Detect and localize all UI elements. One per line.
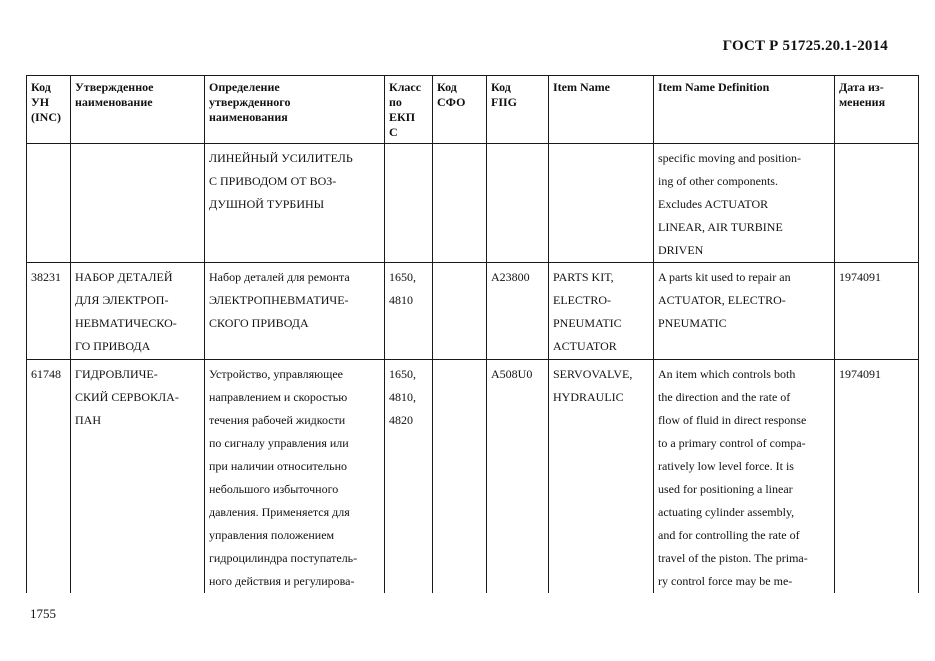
item-name-cell (549, 263, 654, 360)
cell-line: actuating cylinder assembly, (658, 505, 795, 519)
cell-line: ing of other components. (658, 174, 778, 188)
cell-line: LINEAR, AIR TURBINE (658, 220, 783, 234)
cell-line: 1650, (389, 367, 416, 381)
cell-line: PNEUMATIC (658, 316, 727, 330)
cell-line: ДУШНОЙ ТУРБИНЫ (209, 197, 325, 211)
cell-line: HYDRAULIC (553, 390, 624, 404)
cell-line: A23800 (491, 270, 530, 284)
catalog-table (26, 75, 919, 593)
header-line: Код (31, 80, 51, 94)
definition-cell (205, 144, 385, 263)
cell-line: при наличии относительно (209, 459, 347, 473)
item-name-cell (549, 360, 654, 594)
cell-line: 38231 (31, 270, 61, 284)
header-line: Item Name Definition (658, 80, 770, 94)
cell-line: 4820 (389, 413, 413, 427)
header-item-name-definition (654, 76, 835, 144)
header-line: FIIG (491, 95, 518, 109)
cell-line: travel of the piston. The prima- (658, 551, 808, 565)
cell-line: НЕВМАТИЧЕСКО- (75, 316, 177, 330)
item-name-definition-cell (654, 263, 835, 360)
header-line: менения (839, 95, 886, 109)
cell-line: течения рабочей жидкости (209, 413, 346, 427)
change-date-cell (835, 144, 919, 263)
header-line: С (389, 125, 398, 139)
item-name-definition-cell (654, 360, 835, 594)
cell-line: Набор деталей для ремонта (209, 270, 350, 284)
table-row (27, 144, 919, 263)
cell-line: ELECTRO- (553, 293, 611, 307)
cell-line: 1974091 (839, 367, 881, 381)
header-line: наименования (209, 110, 288, 124)
cell-line: ЭЛЕКТРОПНЕВМАТИЧЕ- (209, 293, 349, 307)
header-class (385, 76, 433, 144)
item-name-definition-cell (654, 144, 835, 263)
header-line: Определение (209, 80, 280, 94)
change-date-cell (835, 263, 919, 360)
class-cell (385, 263, 433, 360)
definition-cell (205, 360, 385, 594)
cell-line: ry control force may be me- (658, 574, 793, 588)
class-cell (385, 360, 433, 594)
cell-line: 4810, (389, 390, 416, 404)
cell-line: 61748 (31, 367, 61, 381)
cell-line: PARTS KIT, (553, 270, 614, 284)
cell-line: управления положением (209, 528, 335, 542)
header-line: Код (491, 80, 511, 94)
approved-name-cell (71, 360, 205, 594)
header-approved-name (71, 76, 205, 144)
cell-line: небольшого избыточного (209, 482, 339, 496)
cell-line: гидроцилиндра поступатель- (209, 551, 358, 565)
cell-line: PNEUMATIC (553, 316, 622, 330)
cell-line: ного действия и регулирова- (209, 574, 355, 588)
cell-line: ГИДРОВЛИЧЕ- (75, 367, 158, 381)
change-date-cell (835, 360, 919, 594)
cell-line: and for controlling the rate of (658, 528, 800, 542)
inc-cell (27, 263, 71, 360)
header-line: наименование (75, 95, 153, 109)
approved-name-cell (71, 263, 205, 360)
cell-line: направлением и скоростью (209, 390, 348, 404)
cell-line: specific moving and position- (658, 151, 801, 165)
cell-line: to a primary control of compa- (658, 436, 806, 450)
item-name-cell (549, 144, 654, 263)
cell-line: НАБОР ДЕТАЛЕЙ (75, 270, 173, 284)
definition-cell (205, 263, 385, 360)
header-item-name (549, 76, 654, 144)
header-line: Код (437, 80, 457, 94)
cell-line: СКИЙ СЕРВОКЛА- (75, 390, 179, 404)
header-inc (27, 76, 71, 144)
header-sfo (433, 76, 487, 144)
cell-line: 1974091 (839, 270, 881, 284)
header-line: Класс (389, 80, 422, 94)
table-header-row (27, 76, 919, 144)
cell-line: DRIVEN (658, 243, 704, 257)
cell-line: ЛИНЕЙНЫЙ УСИЛИТЕЛЬ (209, 151, 353, 165)
standard-code: ГОСТ Р 51725.20.1-2014 (722, 38, 888, 54)
page-number: 1755 (30, 606, 56, 621)
cell-line: the direction and the rate of (658, 390, 791, 404)
header-line: утвержденного (209, 95, 291, 109)
class-cell (385, 144, 433, 263)
cell-line: Устройство, управляющее (209, 367, 343, 381)
cell-line: СКОГО ПРИВОДА (209, 316, 309, 330)
cell-line: 1650, (389, 270, 416, 284)
cell-line: ACTUATOR, ELECTRO- (658, 293, 786, 307)
fiig-cell (487, 263, 549, 360)
table-row (27, 263, 919, 360)
sfo-cell (433, 360, 487, 594)
cell-line: SERVOVALVE, (553, 367, 633, 381)
fiig-cell (487, 360, 549, 594)
header-line: УН (31, 95, 50, 109)
inc-cell (27, 360, 71, 594)
header-line: Утвержденное (75, 80, 154, 94)
cell-line: Excludes ACTUATOR (658, 197, 769, 211)
header-line: по (389, 95, 402, 109)
cell-line: по сигналу управления или (209, 436, 349, 450)
cell-line: An item which controls both (658, 367, 796, 381)
cell-line: С ПРИВОДОМ ОТ ВОЗ- (209, 174, 337, 188)
header-line: СФО (437, 95, 466, 109)
cell-line: used for positioning a linear (658, 482, 793, 496)
table-row (27, 360, 919, 594)
header-line: Item Name (553, 80, 610, 94)
cell-line: flow of fluid in direct response (658, 413, 807, 427)
cell-line: ratively low level force. It is (658, 459, 794, 473)
header-fiig (487, 76, 549, 144)
sfo-cell (433, 263, 487, 360)
header-line: ЕКП (389, 110, 416, 124)
cell-line: A parts kit used to repair an (658, 270, 791, 284)
approved-name-cell (71, 144, 205, 263)
header-definition (205, 76, 385, 144)
cell-line: ГО ПРИВОДА (75, 339, 151, 353)
cell-line: ACTUATOR (553, 339, 617, 353)
inc-cell (27, 144, 71, 263)
header-line: Дата из- (839, 80, 884, 94)
cell-line: ПАН (75, 413, 101, 427)
cell-line: A508U0 (491, 367, 533, 381)
cell-line: 4810 (389, 293, 413, 307)
header-change-date (835, 76, 919, 144)
cell-line: давления. Применяется для (209, 505, 350, 519)
sfo-cell (433, 144, 487, 263)
header-line: (INC) (31, 110, 61, 124)
cell-line: ДЛЯ ЭЛЕКТРОП- (75, 293, 169, 307)
fiig-cell (487, 144, 549, 263)
